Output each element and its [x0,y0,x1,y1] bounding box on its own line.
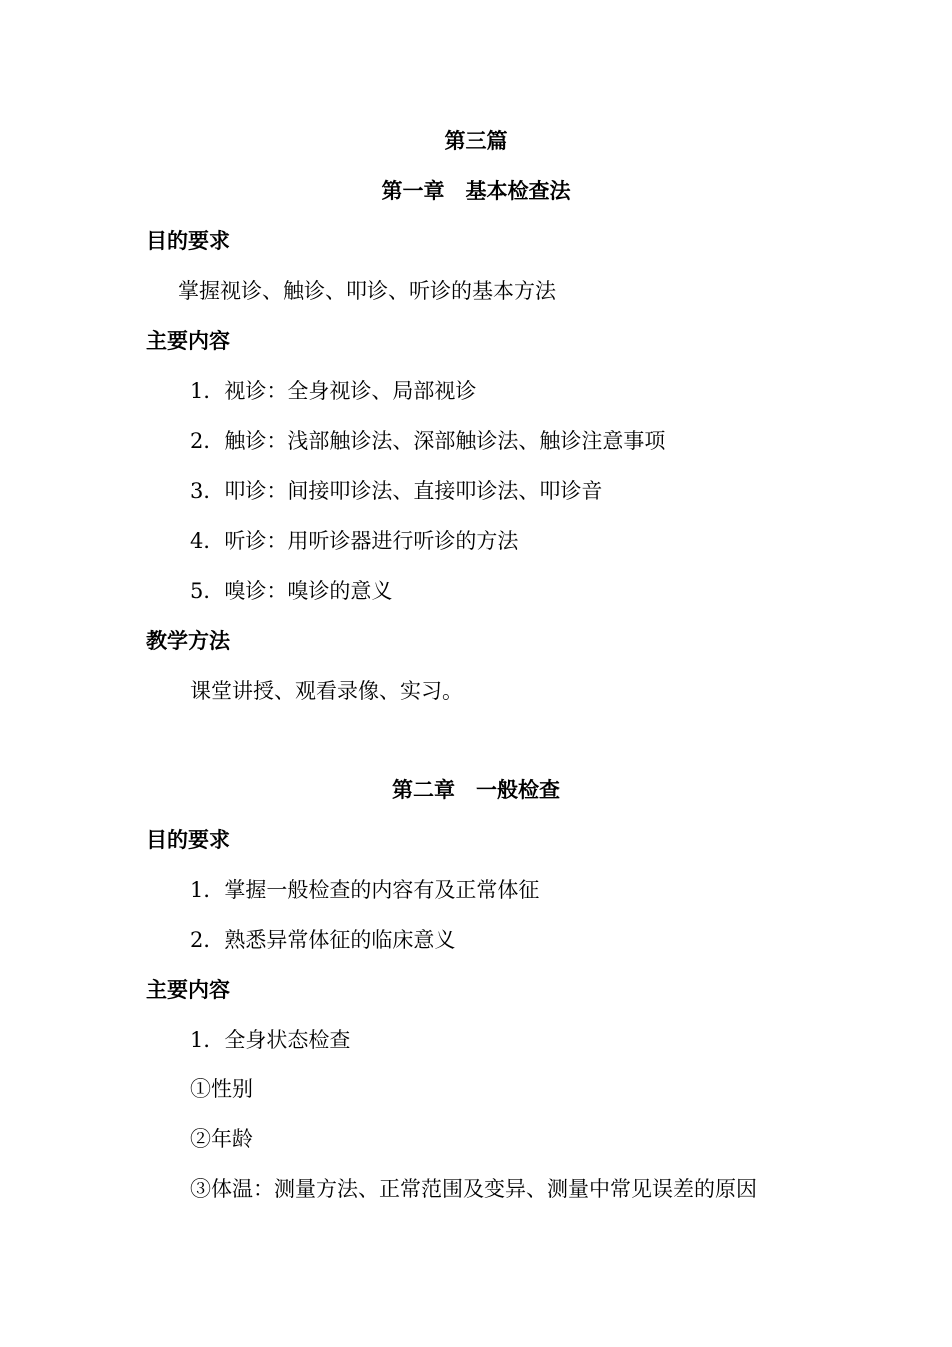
chapter-1-content-item: 2．触诊：浅部触诊法、深部触诊法、触诊注意事项 [190,429,666,453]
chapter-2-content-item: ②年龄 [190,1127,253,1151]
chapter-1-content-item: 5．嗅诊：嗅诊的意义 [190,579,393,603]
chapter-1-content-item: 1．视诊：全身视诊、局部视诊 [190,379,477,403]
chapter-1-method-text: 课堂讲授、观看录像、实习。 [190,679,463,703]
chapter-2-content-item: ③体温：测量方法、正常范围及变异、测量中常见误差的原因 [190,1177,757,1201]
chapter-2-objective-item: 1．掌握一般检查的内容有及正常体征 [190,878,540,902]
chapter-2-content-item: ①性别 [190,1077,253,1101]
chapter-2-objective-item: 2．熟悉异常体征的临床意义 [190,928,456,952]
chapter-1-objective-heading: 目的要求 [146,229,230,253]
chapter-2-content-item: 1．全身状态检查 [190,1028,351,1052]
chapter-1-content-heading: 主要内容 [146,329,230,353]
chapter-1-content-item: 3．叩诊：间接叩诊法、直接叩诊法、叩诊音 [190,479,603,503]
chapter-2-title: 第二章 一般检查 [392,778,560,802]
chapter-1-title: 第一章 基本检查法 [381,179,571,203]
chapter-2-objective-heading: 目的要求 [146,828,230,852]
chapter-1-content-item: 4．听诊：用听诊器进行听诊的方法 [190,529,519,553]
chapter-1-method-heading: 教学方法 [146,629,230,653]
chapter-1-objective-text: 掌握视诊、触诊、叩诊、听诊的基本方法 [178,279,556,303]
part-title: 第三篇 [444,129,508,153]
chapter-2-content-heading: 主要内容 [146,978,230,1002]
